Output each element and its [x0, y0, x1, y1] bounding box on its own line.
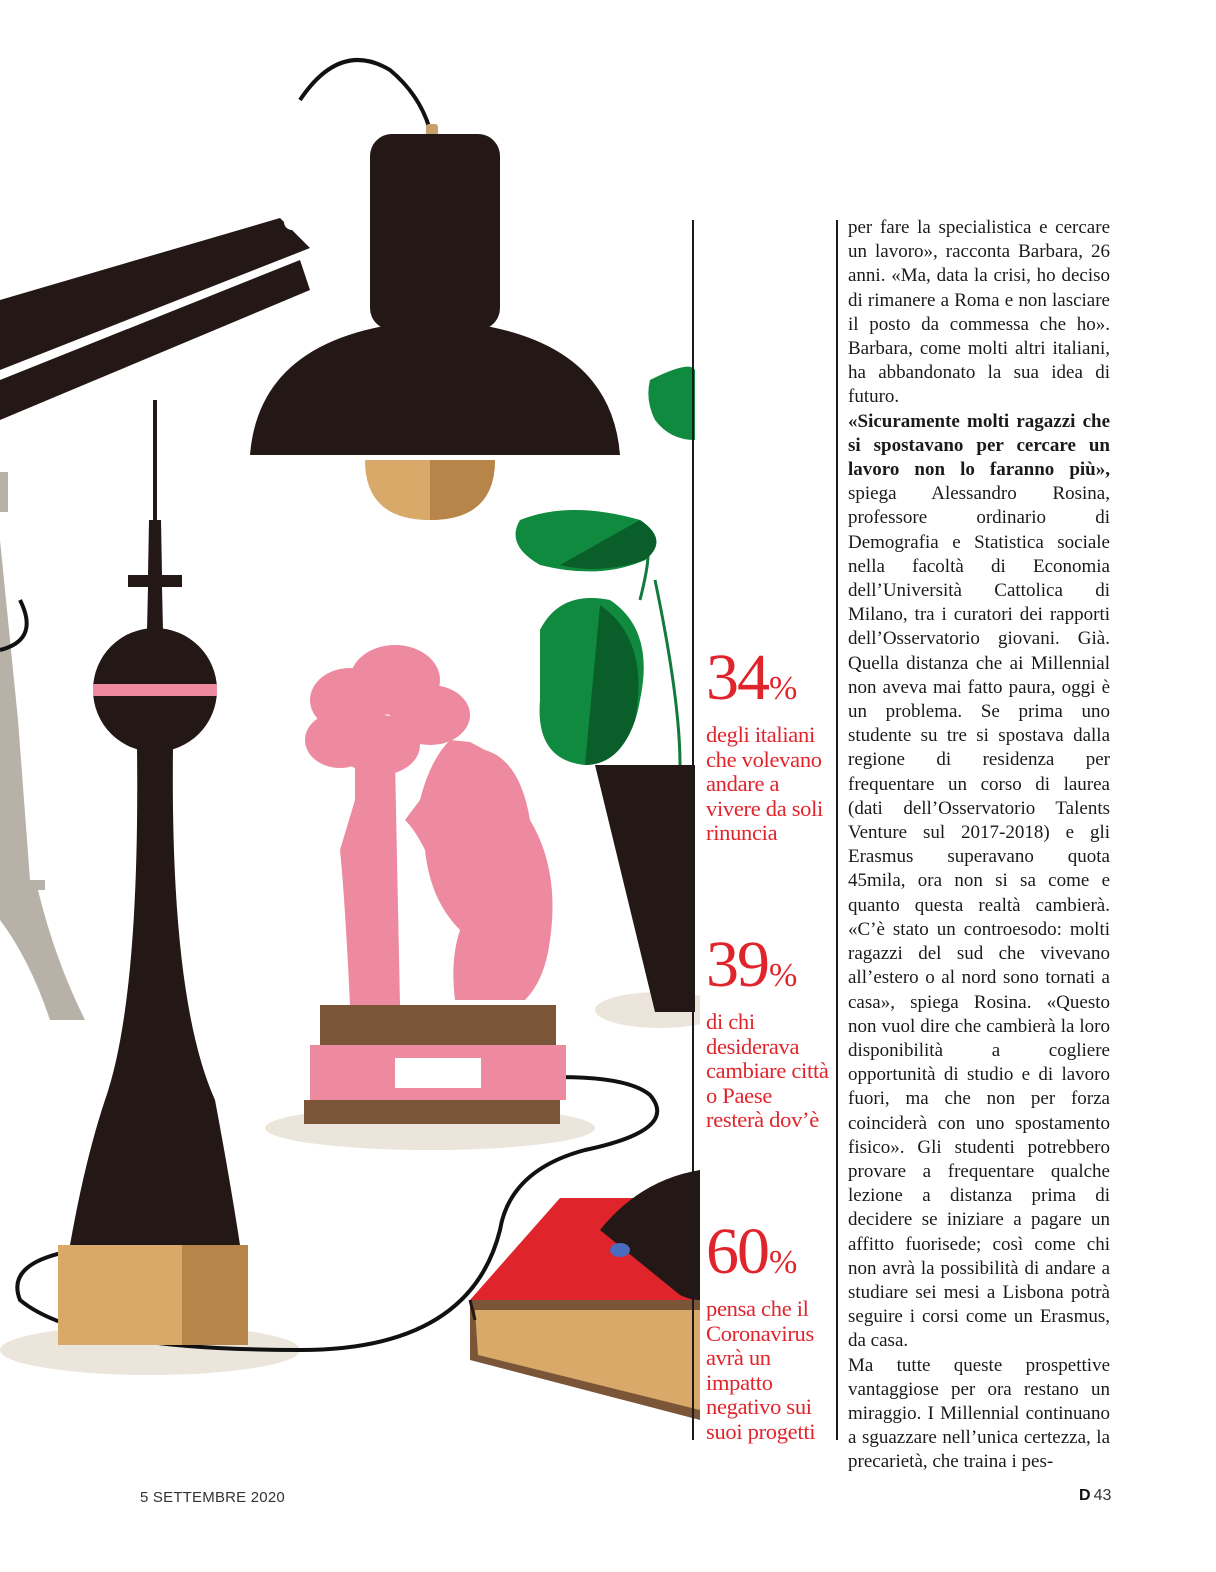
- stat-caption: degli italiani che volevano andare a vivere da soli rinuncia: [706, 722, 824, 845]
- issue-date: 5 SETTEMBRE 2020: [140, 1489, 285, 1506]
- stat-block-34: [706, 641, 830, 846]
- article-paragraph: Ma tutte queste prospettive vantaggiose per ora restano un miraggio. I Millennial continuano a sguazzare nell’unica certezza, la precarietà, che traina i pes-: [848, 1354, 1110, 1473]
- magazine-logo: D: [1079, 1487, 1091, 1504]
- stat-number: 34%: [706, 641, 798, 714]
- bear-statue-icon: [304, 645, 566, 1124]
- stat-block-60: [706, 1215, 830, 1444]
- stat-caption: di chi desiderava cambiare città o Paese resterà dov’è: [706, 1009, 829, 1132]
- stat-block-39: [706, 928, 830, 1133]
- stat-number: 60%: [706, 1215, 798, 1288]
- eiffel-tower-icon: [0, 472, 85, 1020]
- stat-number: 39%: [706, 928, 798, 1001]
- column-rule-left: [692, 220, 694, 1440]
- article-paragraph: per fare la specialistica e cercare un lavoro», racconta Barbara, 26 anni. «Ma, data la crisi, ho deciso di rimanere a Roma e non lasciare il posto da commessa che ho». Barbara, come molti altri italiani, ha abbandonato la sua idea di futuro.: [848, 217, 1110, 408]
- page-number: D 43: [1079, 1487, 1112, 1504]
- tv-tower-icon: [58, 400, 248, 1345]
- pull-quote: «Sicuramente molti ragazzi che si spostavano per cercare un lavoro non lo faranno più»,: [848, 410, 1110, 481]
- stat-caption: pensa che il Coronavirus avrà un impatto negativo sui suoi progetti: [706, 1296, 816, 1444]
- article-paragraph: «Sicuramente molti ragazzi che si spostavano per cercare un lavoro non lo faranno più», spiega Alessandro Rosina, professore ordinario di Demografia e Statistica sociale nella facoltà di Economia dell’Università Cattolica di Milano, tra i curatori dei rapporti dell’Osservatorio giovani. Già. Quella distanza che ai Millennial non aveva mai fatto paura, oggi è un problema. Se prima uno studente su tre si spostava dalla regione di residenza per frequentare un corso di laurea (dati dell’Osservatorio Talents Venture sul 2017-2018) e gli Erasmus superavano quota 45mila, ora non si sa come e quanto questa realtà cambierà. «C’è stato un controesodo: molti ragazzi del sud che vivevano all’estero o al nord sono tornati a casa», spiega Rosina. «Questo non vuol dire che cambierà la loro disponibilità a cogliere opportunità di studio e di lavoro fuori, ma che non per forza coinciderà con uno spostamento fisico». Gli studenti potrebbero provare a frequentare qualche lezione a distanza prima di decidere se iniziare a pagare un affitto fuorisede; così come chi non avrà la possibilità di andare a studiare sei mesi a Lisbona potrà seguire i corsi come un Erasmus, da casa.: [848, 410, 1110, 1352]
- desk-lamp-icon: [0, 60, 620, 520]
- article-body: [848, 216, 1110, 1475]
- column-rule-middle: [836, 220, 838, 1440]
